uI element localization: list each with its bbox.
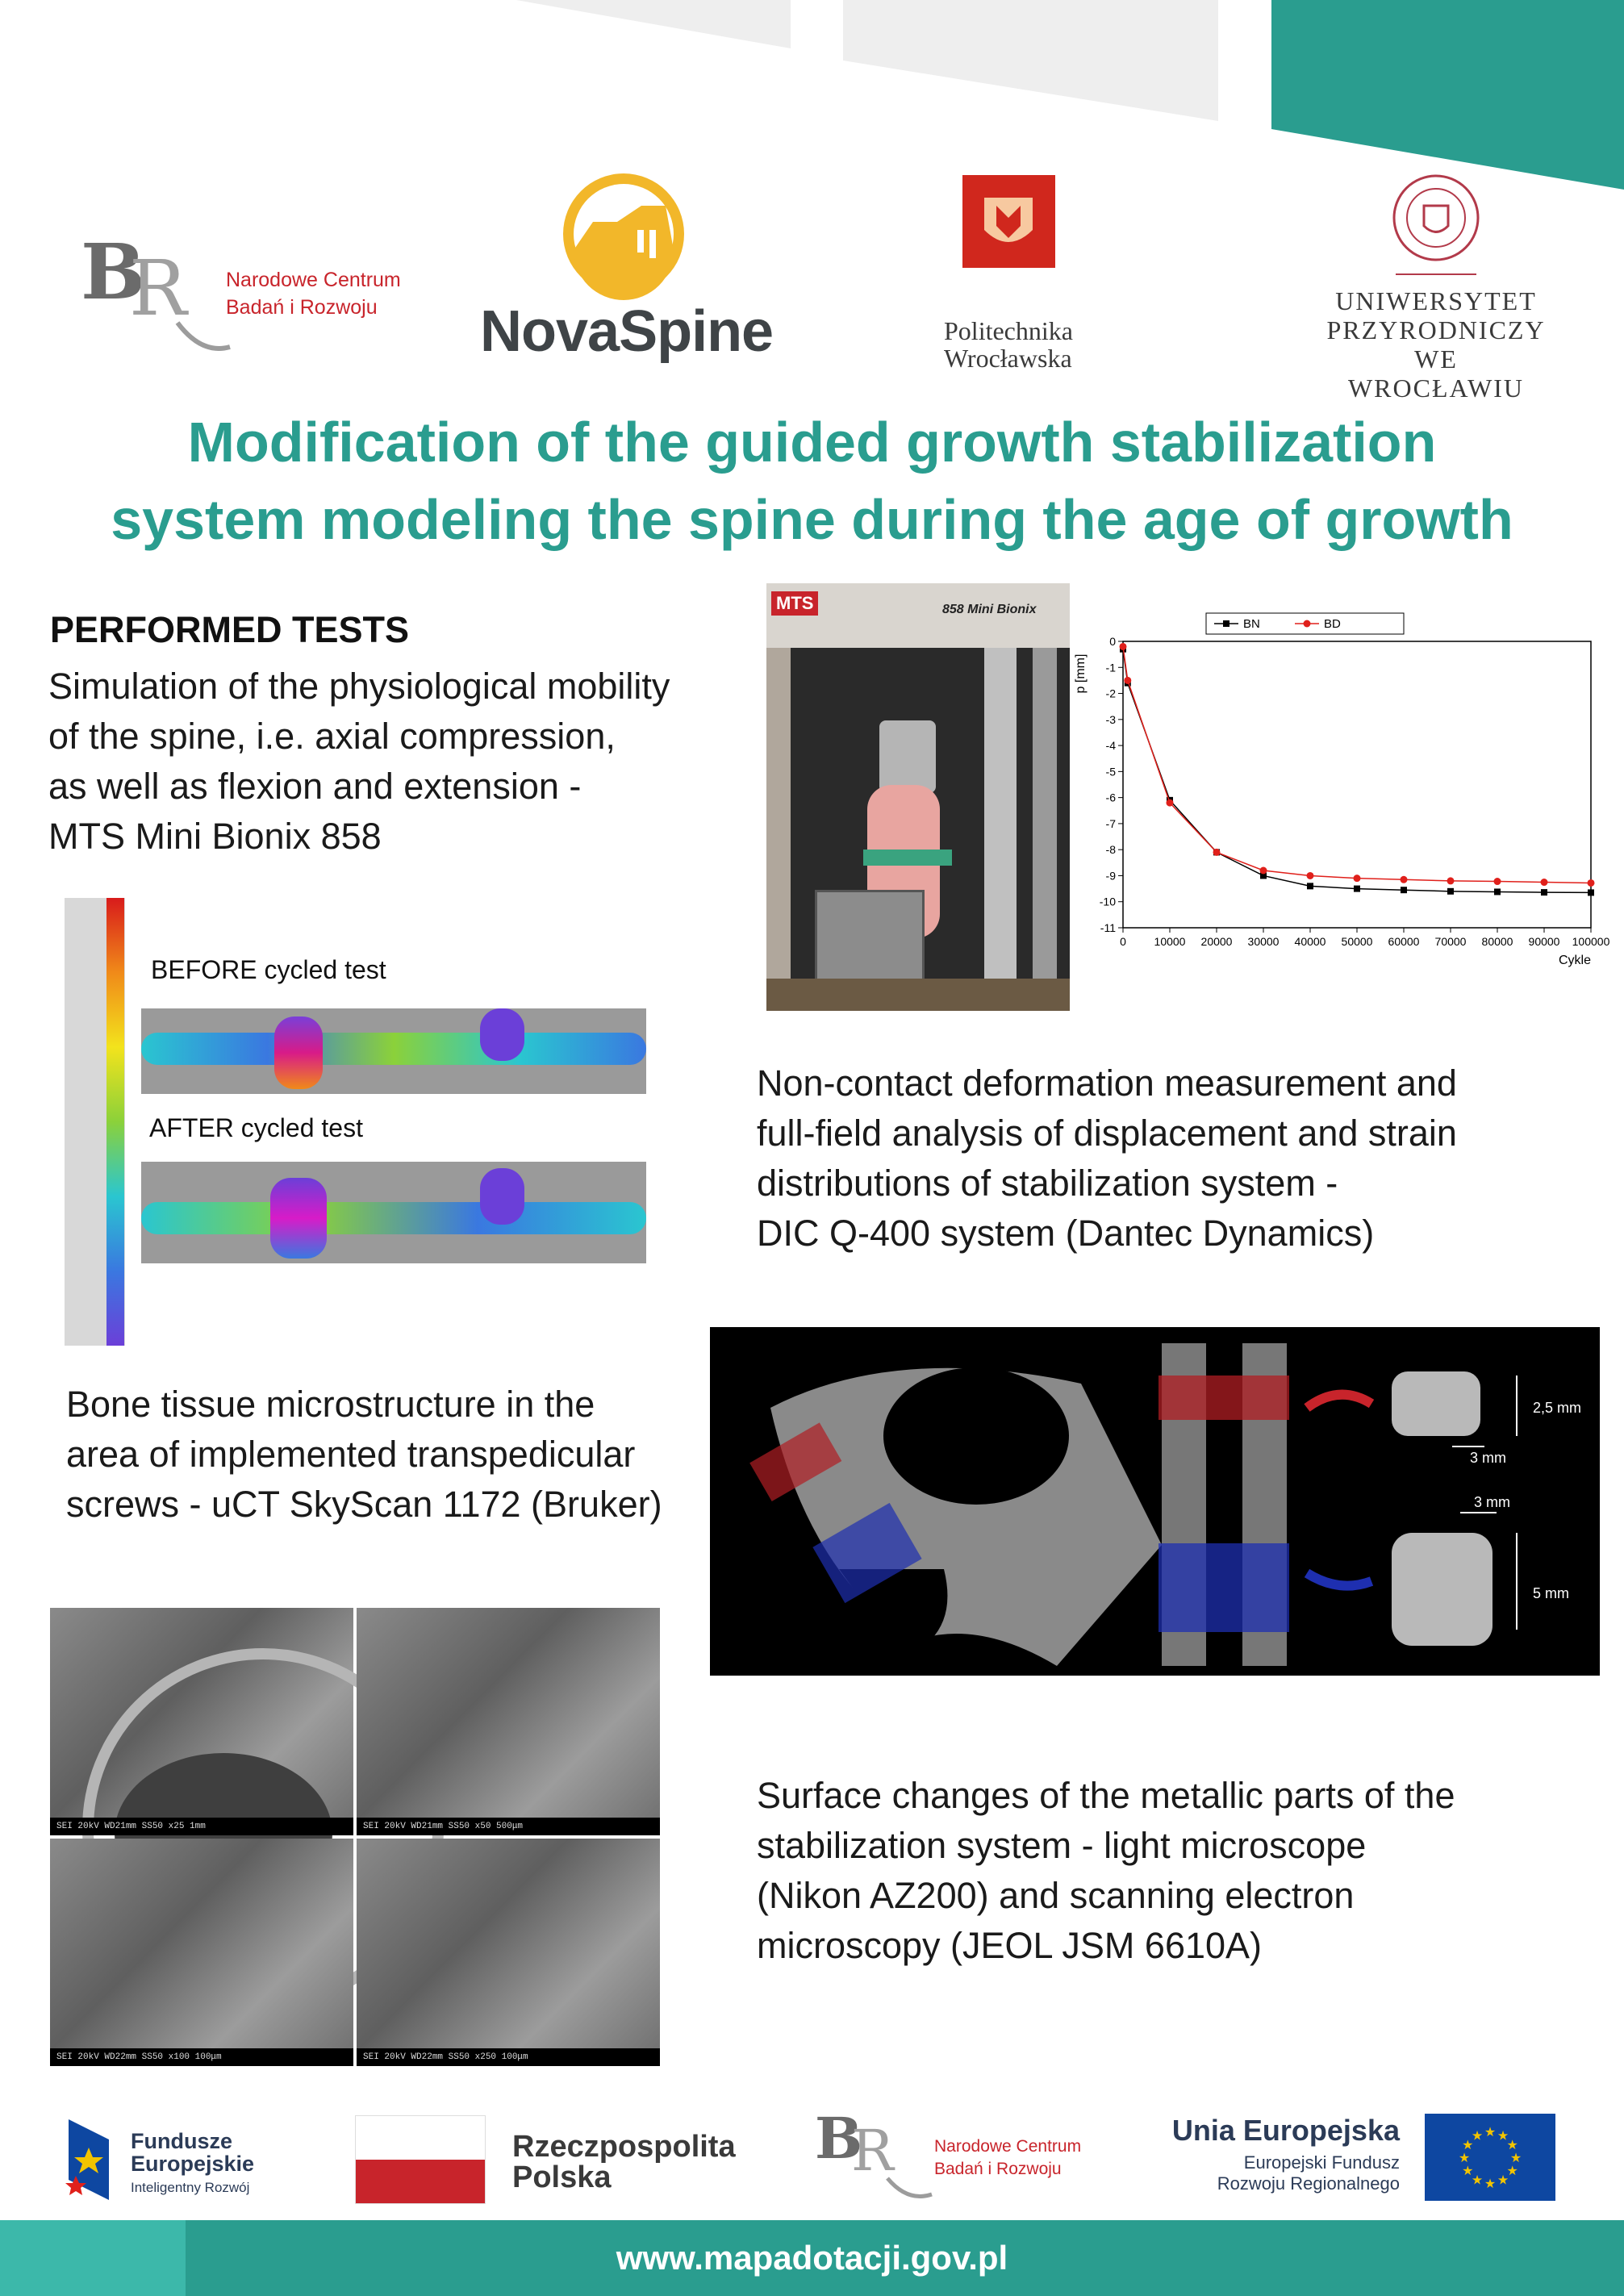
microct-figure — [710, 1327, 1600, 1676]
dic-before-image — [141, 1008, 646, 1094]
data-point-BN — [1494, 888, 1501, 895]
legend-label: BN — [1243, 617, 1260, 631]
dic-figure — [61, 895, 674, 1347]
data-point-BD — [1494, 878, 1501, 885]
data-point-BN — [1354, 886, 1360, 892]
dim-label: 3 mm — [1474, 1494, 1510, 1510]
novaspine-emblem-icon — [480, 173, 770, 294]
svg-text:★: ★ — [1509, 2150, 1522, 2165]
data-point-BN — [1401, 887, 1407, 893]
sem-tile — [357, 1839, 660, 2066]
mts-brand: MTS — [771, 591, 818, 616]
y-axis-label: p [mm] — [1074, 653, 1088, 694]
dic-after-label: AFTER cycled test — [149, 1113, 363, 1142]
svg-text:B: B — [81, 228, 146, 317]
x-tick-label: 20000 — [1200, 935, 1233, 948]
novaspine-logo — [480, 173, 774, 375]
surface-line: stabilization system - light microscope — [757, 1825, 1367, 1866]
poster-title — [0, 403, 1624, 558]
dic-line: distributions of stabilization system - — [757, 1163, 1338, 1204]
data-point-BD — [1401, 876, 1408, 883]
data-point-BN — [1588, 889, 1594, 895]
data-point-BN — [1307, 883, 1313, 889]
svg-text:★: ★ — [1462, 2137, 1474, 2152]
legend-label: BD — [1324, 617, 1341, 631]
x-tick-label: 40000 — [1294, 935, 1326, 948]
x-tick-label: 10000 — [1154, 935, 1186, 948]
fe-line1: Fundusze — [131, 2129, 232, 2153]
surface-line: Surface changes of the metallic parts of the — [757, 1775, 1455, 1816]
tests-heading: PERFORMED TESTS — [50, 609, 410, 650]
svg-text:R: R — [129, 244, 187, 333]
sem-scale-bar: SEI 20kV WD21mm SS50 x25 1mm — [50, 1818, 353, 1835]
sem-tile — [50, 1608, 353, 1835]
data-point-BD — [1354, 875, 1361, 882]
sem-tile — [50, 1839, 353, 2066]
legend-marker — [1304, 620, 1311, 628]
dic-text — [757, 1058, 1457, 1259]
sem-figure — [50, 1608, 660, 2066]
eu-flag-icon — [1425, 2114, 1555, 2201]
microct-line: screws - uCT SkyScan 1172 (Bruker) — [66, 1484, 662, 1525]
x-tick-label: 0 — [1120, 935, 1126, 948]
sem-tile — [357, 1608, 660, 1835]
ue-line2: Europejski Fundusz — [1243, 2152, 1400, 2173]
svg-text:★: ★ — [1506, 2163, 1518, 2178]
surface-line: (Nikon AZ200) and scanning electron — [757, 1875, 1355, 1916]
svg-text:★: ★ — [1462, 2163, 1474, 2178]
tests-text — [48, 662, 670, 862]
data-point-BD — [1260, 867, 1267, 875]
dic-colorbar — [65, 898, 125, 1346]
x-tick-label: 70000 — [1434, 935, 1467, 948]
dic-line: full-field analysis of displacement and strain — [757, 1113, 1457, 1154]
upwr-name-line3: WE WROCŁAWIU — [1347, 344, 1525, 403]
sem-scale-bar: SEI 20kV WD22mm SS50 x250 100μm — [357, 2048, 660, 2066]
svg-text:R: R — [851, 2118, 894, 2184]
dim-label: 5 mm — [1533, 1585, 1569, 1601]
pwr-name-line1: Politechnika — [944, 316, 1073, 345]
surface-text — [757, 1771, 1455, 1971]
fe-line3: Inteligentny Rozwój — [131, 2180, 250, 2195]
microct-line: area of implemented transpedicular — [66, 1434, 636, 1475]
rp-line2: Polska — [512, 2160, 612, 2194]
footer-url[interactable]: www.mapadotacji.gov.pl — [616, 2239, 1008, 2277]
dic-line: DIC Q-400 system (Dantec Dynamics) — [757, 1213, 1375, 1254]
upwr-name-line2: PRZYRODNICZY — [1326, 315, 1546, 344]
mts-model-label: 858 Mini Bionix — [942, 603, 1037, 616]
tests-line: of the spine, i.e. axial compression, — [48, 716, 616, 757]
tests-line: MTS Mini Bionix 858 — [48, 816, 382, 857]
data-point-BD — [1307, 872, 1314, 879]
svg-text:★: ★ — [1506, 2137, 1518, 2152]
data-point-BD — [1213, 849, 1221, 856]
sem-scale-bar: SEI 20kV WD22mm SS50 x100 100μm — [50, 2048, 353, 2066]
svg-text:B: B — [815, 2105, 863, 2172]
svg-text:★: ★ — [1458, 2150, 1471, 2165]
x-tick-label: 60000 — [1388, 935, 1420, 948]
y-tick-label: -2 — [1105, 687, 1116, 700]
ue-line3: Rozwoju Regionalnego — [1217, 2173, 1400, 2194]
pwr-name-line2: Wrocławska — [944, 344, 1072, 373]
microct-text — [66, 1380, 662, 1530]
tests-line: Simulation of the physiological mobility — [48, 666, 670, 707]
header-decoration — [0, 0, 1624, 194]
x-tick-label: 80000 — [1481, 935, 1513, 948]
upwr-logo — [1323, 173, 1549, 403]
y-tick-label: -4 — [1105, 739, 1116, 753]
ncbr-footer-line2: Badań i Rozwoju — [934, 2160, 1062, 2178]
data-point-BN — [1541, 889, 1547, 895]
x-tick-label: 30000 — [1247, 935, 1280, 948]
ncbr-mark-icon — [815, 2105, 944, 2206]
ncbr-logo — [81, 228, 420, 355]
ncbr-name-line1: Narodowe Centrum — [226, 269, 401, 291]
pwr-eagle-icon — [944, 173, 1121, 311]
sem-scale-bar: SEI 20kV WD21mm SS50 x50 500μm — [357, 1818, 660, 1835]
dim-label: 2,5 mm — [1533, 1400, 1582, 1416]
dic-after-image — [141, 1162, 646, 1263]
chart-plot-area — [1123, 641, 1591, 928]
title-line2: system modeling the spine during the age of growth — [111, 488, 1513, 551]
x-tick-label: 50000 — [1341, 935, 1373, 948]
svg-text:★: ★ — [1471, 2172, 1484, 2188]
series-line-BN — [1123, 649, 1591, 893]
pwr-logo — [944, 173, 1121, 375]
x-axis-label: Cykle — [1558, 954, 1591, 967]
svg-text:★: ★ — [1497, 2127, 1509, 2144]
dic-before-label: BEFORE cycled test — [151, 955, 386, 984]
svg-text:★: ★ — [1484, 2124, 1497, 2139]
data-point-BD — [1541, 879, 1548, 886]
novaspine-wordmark: NovaSpine — [480, 299, 774, 364]
x-tick-label: 100000 — [1572, 935, 1610, 948]
y-tick-label: -10 — [1099, 895, 1116, 908]
ue-line1: Unia Europejska — [1171, 2114, 1400, 2147]
y-tick-label: -7 — [1105, 816, 1116, 830]
upwr-seal-icon — [1323, 173, 1549, 278]
data-point-BD — [1124, 677, 1131, 684]
y-tick-label: -6 — [1105, 791, 1116, 804]
rp-line1: Rzeczpospolita — [512, 2130, 736, 2164]
dim-label: 3 mm — [1470, 1450, 1506, 1466]
svg-text:★: ★ — [1497, 2172, 1509, 2188]
data-point-BN — [1447, 888, 1454, 895]
svg-text:★: ★ — [1484, 2176, 1497, 2191]
series-line-BD — [1123, 646, 1591, 883]
data-point-BD — [1447, 877, 1455, 884]
ue-logo — [1129, 2114, 1557, 2206]
y-tick-label: 0 — [1109, 635, 1116, 648]
ncbr-footer-logo — [815, 2105, 1089, 2206]
data-point-BD — [1167, 799, 1174, 807]
microct-line: Bone tissue microstructure in the — [66, 1384, 595, 1425]
y-tick-label: -9 — [1105, 869, 1116, 883]
fe-stars-icon — [65, 2115, 113, 2204]
data-point-BD — [1588, 879, 1595, 887]
x-tick-label: 90000 — [1528, 935, 1560, 948]
upwr-name-line1: UNIWERSYTET — [1335, 286, 1537, 315]
legend-marker — [1223, 620, 1229, 627]
tests-line: as well as flexion and extension - — [48, 766, 582, 807]
ncbr-footer-line1: Narodowe Centrum — [934, 2137, 1082, 2156]
pl-flag-icon — [355, 2115, 486, 2204]
fe-logo — [65, 2115, 323, 2204]
ncbr-mark-icon — [81, 228, 242, 355]
displacement-chart — [1073, 601, 1610, 988]
fe-line2: Europejskie — [131, 2152, 255, 2176]
ncbr-name-line2: Badań i Rozwoju — [226, 296, 378, 319]
data-point-BD — [1120, 643, 1127, 650]
dic-line: Non-contact deformation measurement and — [757, 1062, 1457, 1104]
y-tick-label: -3 — [1105, 712, 1116, 726]
mts-photo — [766, 583, 1070, 1011]
y-tick-label: -1 — [1105, 661, 1116, 674]
y-tick-label: -8 — [1105, 843, 1116, 857]
svg-text:★: ★ — [1471, 2127, 1484, 2144]
y-tick-label: -11 — [1100, 921, 1116, 934]
surface-line: microscopy (JEOL JSM 6610A) — [757, 1925, 1263, 1966]
rp-logo — [355, 2115, 742, 2204]
y-tick-label: -5 — [1105, 765, 1116, 779]
title-line1: Modification of the guided growth stabilization — [187, 411, 1437, 474]
